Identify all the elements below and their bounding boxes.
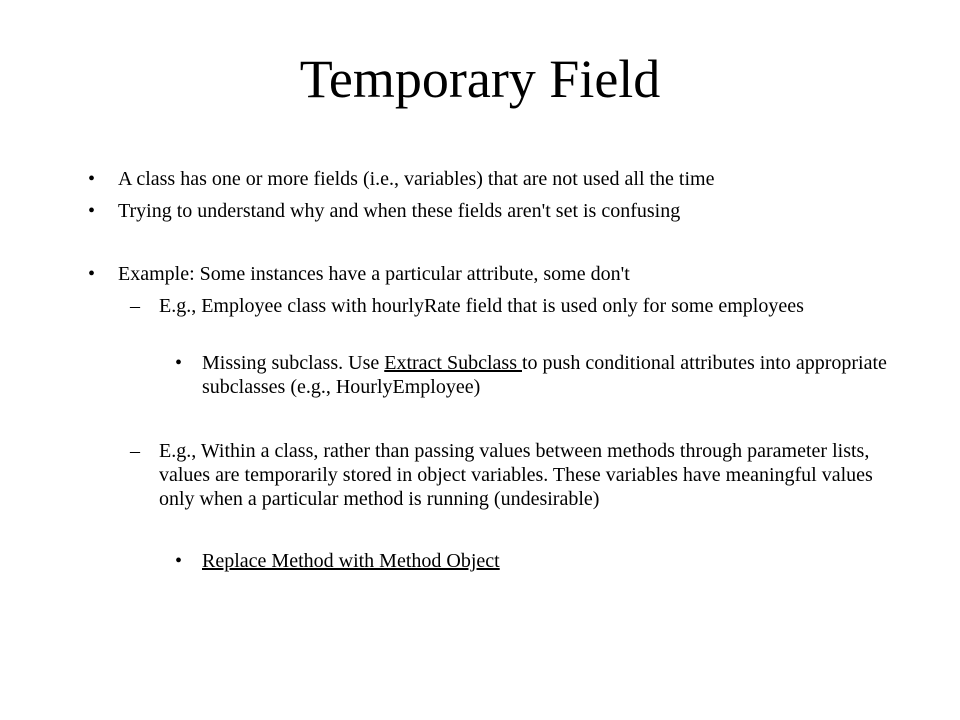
bullet-marker: • — [88, 263, 96, 285]
bullet-text: A class has one or more fields (i.e., variables) that are not used all the time — [118, 168, 715, 190]
sub-bullet-text: E.g., Within a class, rather than passing values between methods through parameter lists, values are temporarily stored in object variables. These variables have meaningful values only when a particular method is running (undesirable) — [159, 440, 873, 510]
sub-bullet-text: E.g., Employee class with hourlyRate field that is used only for some employees — [159, 295, 804, 317]
sub-bullet-item — [130, 439, 890, 511]
bullet-marker: • — [88, 168, 96, 190]
bullet-text: Trying to understand why and when these fields aren't set is confusing — [118, 200, 681, 222]
dash-marker: – — [130, 295, 140, 317]
sub-sub-bullet-item — [175, 351, 890, 399]
bullet-item — [88, 199, 888, 223]
sub-sub-bullet-item — [175, 549, 890, 573]
slide-title: Temporary Field — [299, 49, 661, 109]
bullet-marker: • — [88, 200, 96, 222]
sub-sub-bullet-text — [202, 549, 890, 573]
dash-marker: – — [130, 440, 140, 462]
bullet-item — [88, 167, 888, 191]
text-after-link: to push conditional attributes into appropriate subclasses (e.g., HourlyEmployee) — [202, 352, 887, 398]
bullet-marker: • — [175, 352, 183, 374]
bullet-text: Example: Some instances have a particular attribute, some don't — [118, 263, 630, 285]
sub-sub-bullet-text — [202, 351, 890, 399]
bullet-marker: • — [175, 550, 183, 572]
text-before-link: Missing subclass. Use — [202, 352, 385, 374]
bullet-item — [88, 262, 888, 286]
replace-method-link[interactable]: Replace Method with Method Object — [202, 550, 500, 572]
sub-bullet-item — [130, 294, 890, 318]
extract-subclass-link[interactable]: Extract Subclass — [384, 352, 522, 374]
